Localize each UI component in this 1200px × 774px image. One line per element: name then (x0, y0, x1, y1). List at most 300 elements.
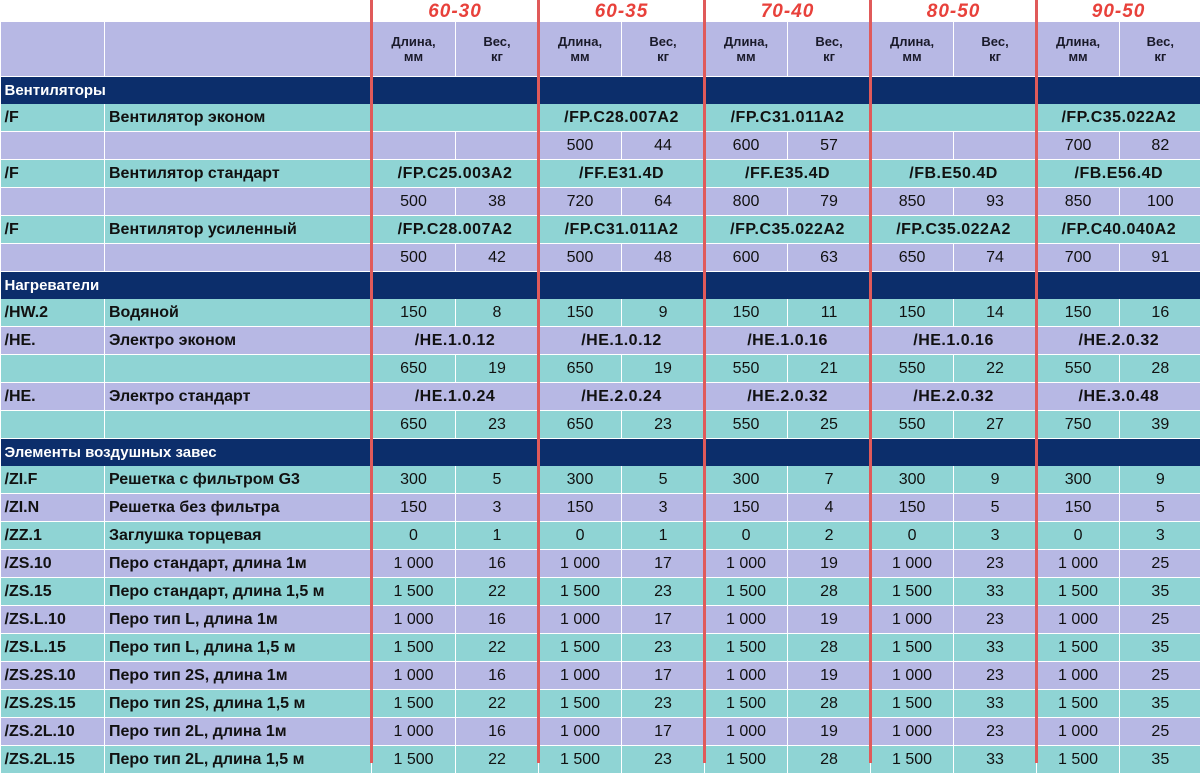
cell-length: 500 (372, 188, 456, 216)
cell-length: 300 (539, 466, 622, 494)
cell-length: 1 000 (1037, 606, 1120, 634)
cell-length: 1 500 (705, 578, 788, 606)
row-name: Перо стандарт, длина 1м (105, 550, 372, 578)
cell-model-code: /HE.2.0.32 (1037, 327, 1200, 355)
cell-weight: 23 (954, 606, 1037, 634)
cell-model-code: /FF.E35.4D (705, 160, 871, 188)
table-row-values (1, 411, 1200, 439)
blank-cell (105, 0, 372, 22)
column-header-length (871, 22, 954, 77)
cell-length: 150 (372, 299, 456, 327)
cell-length (372, 132, 456, 160)
cell-model-code: /FP.C31.011A2 (539, 216, 705, 244)
cell-length: 500 (539, 244, 622, 272)
column-header-weight (954, 22, 1037, 77)
section-header-row (1, 439, 1200, 467)
cell-length: 1 500 (705, 746, 788, 774)
cell-weight: 79 (788, 188, 871, 216)
cell-weight: 1 (622, 522, 705, 550)
cell-length: 1 000 (705, 718, 788, 746)
cell-weight: 42 (456, 244, 539, 272)
cell-weight: 100 (1120, 188, 1200, 216)
cell-length: 1 000 (871, 550, 954, 578)
blank-cell (1, 0, 105, 22)
cell-weight: 3 (456, 494, 539, 522)
cell-model-code: /FP.C28.007A2 (372, 216, 539, 244)
column-header-weight-line1: Вес, (622, 34, 704, 49)
row-code: /ZS.2L.15 (1, 746, 105, 774)
cell-model-code: /HE.2.0.24 (539, 383, 705, 411)
cell-weight: 23 (622, 690, 705, 718)
cell-weight: 22 (456, 690, 539, 718)
table-row (1, 606, 1200, 634)
cell-weight: 3 (954, 522, 1037, 550)
cell-length: 650 (372, 411, 456, 439)
cell-weight: 28 (788, 634, 871, 662)
cell-weight: 17 (622, 606, 705, 634)
cell-weight: 21 (788, 355, 871, 383)
table-row (1, 662, 1200, 690)
row-name: Заглушка торцевая (105, 522, 372, 550)
cell-length: 1 500 (705, 690, 788, 718)
cell-model-code: /FB.E56.4D (1037, 160, 1200, 188)
table-row (1, 299, 1200, 327)
cell-length: 500 (539, 132, 622, 160)
column-header-length-line1: Длина, (871, 34, 953, 49)
cell-length: 1 500 (372, 578, 456, 606)
series-title: 70-40 (705, 0, 871, 22)
cell-weight: 63 (788, 244, 871, 272)
row-code: /ZS.10 (1, 550, 105, 578)
row-code: /F (1, 104, 105, 132)
cell-length: 550 (871, 411, 954, 439)
cell-weight: 25 (1120, 550, 1200, 578)
cell-length: 550 (871, 355, 954, 383)
cell-weight: 16 (456, 550, 539, 578)
row-name (105, 188, 372, 216)
cell-weight: 1 (456, 522, 539, 550)
column-header-weight-line2: кг (788, 49, 870, 64)
column-header-weight-line2: кг (456, 49, 538, 64)
cell-length: 1 000 (1037, 718, 1120, 746)
cell-weight: 17 (622, 550, 705, 578)
cell-weight: 16 (456, 718, 539, 746)
cell-length: 150 (539, 494, 622, 522)
cell-length: 1 000 (372, 662, 456, 690)
cell-model-code: /HE.1.0.24 (372, 383, 539, 411)
cell-weight: 23 (622, 634, 705, 662)
cell-model-code: /HE.3.0.48 (1037, 383, 1200, 411)
table-row (1, 466, 1200, 494)
cell-length: 0 (1037, 522, 1120, 550)
cell-length: 1 500 (539, 690, 622, 718)
row-name (105, 411, 372, 439)
column-header-weight (1120, 22, 1200, 77)
column-header-weight (788, 22, 871, 77)
row-code: /ZI.N (1, 494, 105, 522)
column-header-row (1, 22, 1200, 77)
cell-model-code: /HE.1.0.12 (539, 327, 705, 355)
cell-length: 300 (372, 466, 456, 494)
cell-length: 150 (1037, 299, 1120, 327)
cell-length: 1 500 (705, 634, 788, 662)
cell-weight: 23 (622, 411, 705, 439)
series-title: 60-30 (372, 0, 539, 22)
cell-length: 300 (1037, 466, 1120, 494)
cell-weight: 35 (1120, 634, 1200, 662)
column-header-length-line1: Длина, (372, 34, 455, 49)
cell-weight: 17 (622, 718, 705, 746)
cell-length: 150 (705, 299, 788, 327)
cell-length: 750 (1037, 411, 1120, 439)
cell-weight (954, 132, 1037, 160)
section-header-row (1, 77, 1200, 105)
cell-length: 0 (539, 522, 622, 550)
cell-weight: 28 (788, 690, 871, 718)
cell-length: 1 500 (372, 634, 456, 662)
cell-weight: 25 (788, 411, 871, 439)
cell-weight: 9 (622, 299, 705, 327)
cell-length: 700 (1037, 244, 1120, 272)
row-name (105, 132, 372, 160)
cell-weight: 16 (456, 606, 539, 634)
column-header-length-line1: Длина, (1037, 34, 1119, 49)
cell-weight: 57 (788, 132, 871, 160)
cell-length: 1 500 (1037, 690, 1120, 718)
cell-length: 1 000 (705, 662, 788, 690)
cell-length: 0 (871, 522, 954, 550)
cell-length: 0 (705, 522, 788, 550)
column-header-length-line1: Длина, (539, 34, 621, 49)
row-code (1, 355, 105, 383)
cell-weight: 5 (456, 466, 539, 494)
cell-weight: 25 (1120, 662, 1200, 690)
cell-weight: 25 (1120, 718, 1200, 746)
table-row-values (1, 188, 1200, 216)
row-code: /ZS.2S.15 (1, 690, 105, 718)
row-code (1, 132, 105, 160)
row-name: Перо тип 2L, длина 1м (105, 718, 372, 746)
column-header-length-line2: мм (1037, 49, 1119, 64)
cell-model-code: /FP.C28.007A2 (539, 104, 705, 132)
row-name (105, 355, 372, 383)
column-header-weight (622, 22, 705, 77)
cell-weight: 64 (622, 188, 705, 216)
column-header-weight-line2: кг (1120, 49, 1200, 64)
cell-weight: 22 (456, 634, 539, 662)
row-name: Перо стандарт, длина 1,5 м (105, 578, 372, 606)
cell-length: 1 500 (871, 578, 954, 606)
row-code: /F (1, 216, 105, 244)
table-row (1, 550, 1200, 578)
cell-model-code: /HE.2.0.32 (705, 383, 871, 411)
cell-length: 500 (372, 244, 456, 272)
cell-weight: 8 (456, 299, 539, 327)
row-code: /ZI.F (1, 466, 105, 494)
cell-weight: 35 (1120, 690, 1200, 718)
cell-length: 650 (539, 355, 622, 383)
column-header-length-line2: мм (539, 49, 621, 64)
cell-length: 1 500 (871, 746, 954, 774)
cell-model-code: /FP.C31.011A2 (705, 104, 871, 132)
cell-length: 1 000 (1037, 550, 1120, 578)
cell-length: 0 (372, 522, 456, 550)
column-header-weight-line2: кг (954, 49, 1036, 64)
row-name: Перо тип L, длина 1,5 м (105, 634, 372, 662)
row-name: Вентилятор эконом (105, 104, 372, 132)
cell-length: 1 000 (871, 718, 954, 746)
row-name: Перо тип 2S, длина 1м (105, 662, 372, 690)
cell-model-code: /HE.2.0.32 (871, 383, 1037, 411)
row-name: Решетка с фильтром G3 (105, 466, 372, 494)
cell-length: 1 500 (539, 746, 622, 774)
section-header-row (1, 272, 1200, 300)
cell-weight: 16 (1120, 299, 1200, 327)
cell-length: 150 (539, 299, 622, 327)
cell-weight: 14 (954, 299, 1037, 327)
cell-length: 600 (705, 244, 788, 272)
cell-weight: 3 (1120, 522, 1200, 550)
table-row (1, 160, 1200, 188)
column-header-weight-line1: Вес, (1120, 34, 1200, 49)
cell-model-code: /FP.C35.022A2 (1037, 104, 1200, 132)
cell-length: 550 (1037, 355, 1120, 383)
row-code: /ZS.2S.10 (1, 662, 105, 690)
row-name: Перо тип 2S, длина 1,5 м (105, 690, 372, 718)
cell-weight: 74 (954, 244, 1037, 272)
row-code: /HW.2 (1, 299, 105, 327)
cell-model-code: /HE.1.0.16 (705, 327, 871, 355)
cell-model-code: /HE.1.0.12 (372, 327, 539, 355)
cell-weight (456, 132, 539, 160)
row-code: /ZS.2L.10 (1, 718, 105, 746)
cell-length: 1 000 (539, 606, 622, 634)
cell-model-code (871, 104, 1037, 132)
table-row (1, 522, 1200, 550)
table-row-values (1, 355, 1200, 383)
table-row (1, 634, 1200, 662)
cell-weight: 19 (788, 550, 871, 578)
column-header-weight-line1: Вес, (456, 34, 538, 49)
column-header-name (105, 22, 372, 77)
row-name: Электро стандарт (105, 383, 372, 411)
cell-length: 1 500 (1037, 634, 1120, 662)
cell-weight: 9 (954, 466, 1037, 494)
cell-length: 600 (705, 132, 788, 160)
cell-length: 150 (1037, 494, 1120, 522)
cell-length: 1 000 (539, 550, 622, 578)
column-header-weight-line2: кг (622, 49, 704, 64)
cell-length: 1 500 (539, 634, 622, 662)
cell-length: 650 (372, 355, 456, 383)
cell-weight: 22 (456, 578, 539, 606)
cell-length: 1 000 (539, 718, 622, 746)
cell-weight: 23 (954, 718, 1037, 746)
column-header-weight-line1: Вес, (788, 34, 870, 49)
cell-weight: 17 (622, 662, 705, 690)
row-code: /HE. (1, 383, 105, 411)
cell-model-code: /FP.C25.003A2 (372, 160, 539, 188)
cell-length: 1 500 (871, 690, 954, 718)
cell-weight: 11 (788, 299, 871, 327)
cell-weight: 22 (456, 746, 539, 774)
column-header-length-line2: мм (705, 49, 787, 64)
row-code: /HE. (1, 327, 105, 355)
cell-length: 1 000 (372, 606, 456, 634)
row-code: /ZS.L.15 (1, 634, 105, 662)
cell-weight: 33 (954, 746, 1037, 774)
cell-weight: 33 (954, 690, 1037, 718)
section-title: Вентиляторы (1, 77, 1200, 105)
cell-weight: 35 (1120, 746, 1200, 774)
column-header-length (372, 22, 456, 77)
cell-weight: 22 (954, 355, 1037, 383)
column-header-length (705, 22, 788, 77)
cell-weight: 44 (622, 132, 705, 160)
row-name: Решетка без фильтра (105, 494, 372, 522)
cell-length: 1 500 (1037, 746, 1120, 774)
cell-weight: 25 (1120, 606, 1200, 634)
cell-length: 1 000 (1037, 662, 1120, 690)
cell-length: 1 000 (539, 662, 622, 690)
cell-weight: 23 (622, 578, 705, 606)
cell-weight: 19 (622, 355, 705, 383)
column-header-length (539, 22, 622, 77)
table-row (1, 578, 1200, 606)
cell-weight: 5 (954, 494, 1037, 522)
cell-model-code (372, 104, 539, 132)
cell-model-code: /FP.C35.022A2 (871, 216, 1037, 244)
cell-length: 150 (871, 494, 954, 522)
cell-model-code: /FP.C35.022A2 (705, 216, 871, 244)
cell-weight: 2 (788, 522, 871, 550)
row-name: Вентилятор стандарт (105, 160, 372, 188)
cell-length: 1 000 (372, 550, 456, 578)
section-title: Нагреватели (1, 272, 1200, 300)
row-code: /F (1, 160, 105, 188)
cell-length: 1 000 (871, 606, 954, 634)
cell-weight: 93 (954, 188, 1037, 216)
table-row-values (1, 132, 1200, 160)
table-row (1, 494, 1200, 522)
table-row (1, 746, 1200, 774)
cell-length: 550 (705, 355, 788, 383)
cell-length: 300 (871, 466, 954, 494)
cell-weight: 23 (622, 746, 705, 774)
cell-length: 850 (1037, 188, 1120, 216)
cell-weight: 28 (788, 746, 871, 774)
cell-weight: 19 (788, 662, 871, 690)
table-row (1, 383, 1200, 411)
cell-weight: 91 (1120, 244, 1200, 272)
cell-model-code: /FF.E31.4D (539, 160, 705, 188)
table-row (1, 718, 1200, 746)
row-name: Вентилятор усиленный (105, 216, 372, 244)
cell-length: 800 (705, 188, 788, 216)
cell-weight: 9 (1120, 466, 1200, 494)
cell-model-code: /FB.E50.4D (871, 160, 1037, 188)
row-name: Перо тип L, длина 1м (105, 606, 372, 634)
row-code (1, 244, 105, 272)
cell-weight: 39 (1120, 411, 1200, 439)
cell-weight: 4 (788, 494, 871, 522)
row-code: /ZS.L.10 (1, 606, 105, 634)
cell-length: 150 (871, 299, 954, 327)
row-code: /ZZ.1 (1, 522, 105, 550)
cell-weight: 5 (622, 466, 705, 494)
cell-length: 1 500 (871, 634, 954, 662)
cell-length: 1 000 (705, 550, 788, 578)
row-code (1, 188, 105, 216)
cell-length: 550 (705, 411, 788, 439)
cell-length: 720 (539, 188, 622, 216)
cell-weight: 28 (1120, 355, 1200, 383)
column-header-weight-line1: Вес, (954, 34, 1036, 49)
cell-model-code: /FP.C40.040A2 (1037, 216, 1200, 244)
cell-weight: 38 (456, 188, 539, 216)
cell-length: 1 000 (372, 718, 456, 746)
table-row (1, 327, 1200, 355)
cell-weight: 27 (954, 411, 1037, 439)
cell-weight: 48 (622, 244, 705, 272)
column-header-weight (456, 22, 539, 77)
cell-weight: 23 (954, 550, 1037, 578)
series-title: 80-50 (871, 0, 1037, 22)
column-header-length-line2: мм (871, 49, 953, 64)
table-row-values (1, 244, 1200, 272)
cell-weight: 19 (788, 718, 871, 746)
cell-length: 300 (705, 466, 788, 494)
cell-length: 1 500 (372, 690, 456, 718)
cell-length: 150 (705, 494, 788, 522)
cell-length: 650 (539, 411, 622, 439)
table-row (1, 690, 1200, 718)
table-row (1, 216, 1200, 244)
cell-weight: 23 (456, 411, 539, 439)
cell-weight: 16 (456, 662, 539, 690)
series-title: 60-35 (539, 0, 705, 22)
cell-length: 650 (871, 244, 954, 272)
cell-length (871, 132, 954, 160)
cell-model-code: /HE.1.0.16 (871, 327, 1037, 355)
cell-length: 850 (871, 188, 954, 216)
cell-length: 150 (372, 494, 456, 522)
row-name: Электро эконом (105, 327, 372, 355)
section-title: Элементы воздушных завес (1, 439, 1200, 467)
cell-weight: 82 (1120, 132, 1200, 160)
series-header-row (1, 0, 1200, 22)
cell-weight: 33 (954, 578, 1037, 606)
cell-weight: 7 (788, 466, 871, 494)
cell-length: 1 500 (1037, 578, 1120, 606)
column-header-length-line1: Длина, (705, 34, 787, 49)
cell-length: 1 500 (539, 578, 622, 606)
cell-weight: 19 (456, 355, 539, 383)
column-header-code (1, 22, 105, 77)
column-header-length (1037, 22, 1120, 77)
cell-weight: 28 (788, 578, 871, 606)
series-title: 90-50 (1037, 0, 1200, 22)
cell-weight: 5 (1120, 494, 1200, 522)
row-name: Перо тип 2L, длина 1,5 м (105, 746, 372, 774)
row-name (105, 244, 372, 272)
cell-length: 700 (1037, 132, 1120, 160)
cell-weight: 23 (954, 662, 1037, 690)
cell-weight: 19 (788, 606, 871, 634)
cell-weight: 33 (954, 634, 1037, 662)
cell-weight: 35 (1120, 578, 1200, 606)
column-header-length-line2: мм (372, 49, 455, 64)
